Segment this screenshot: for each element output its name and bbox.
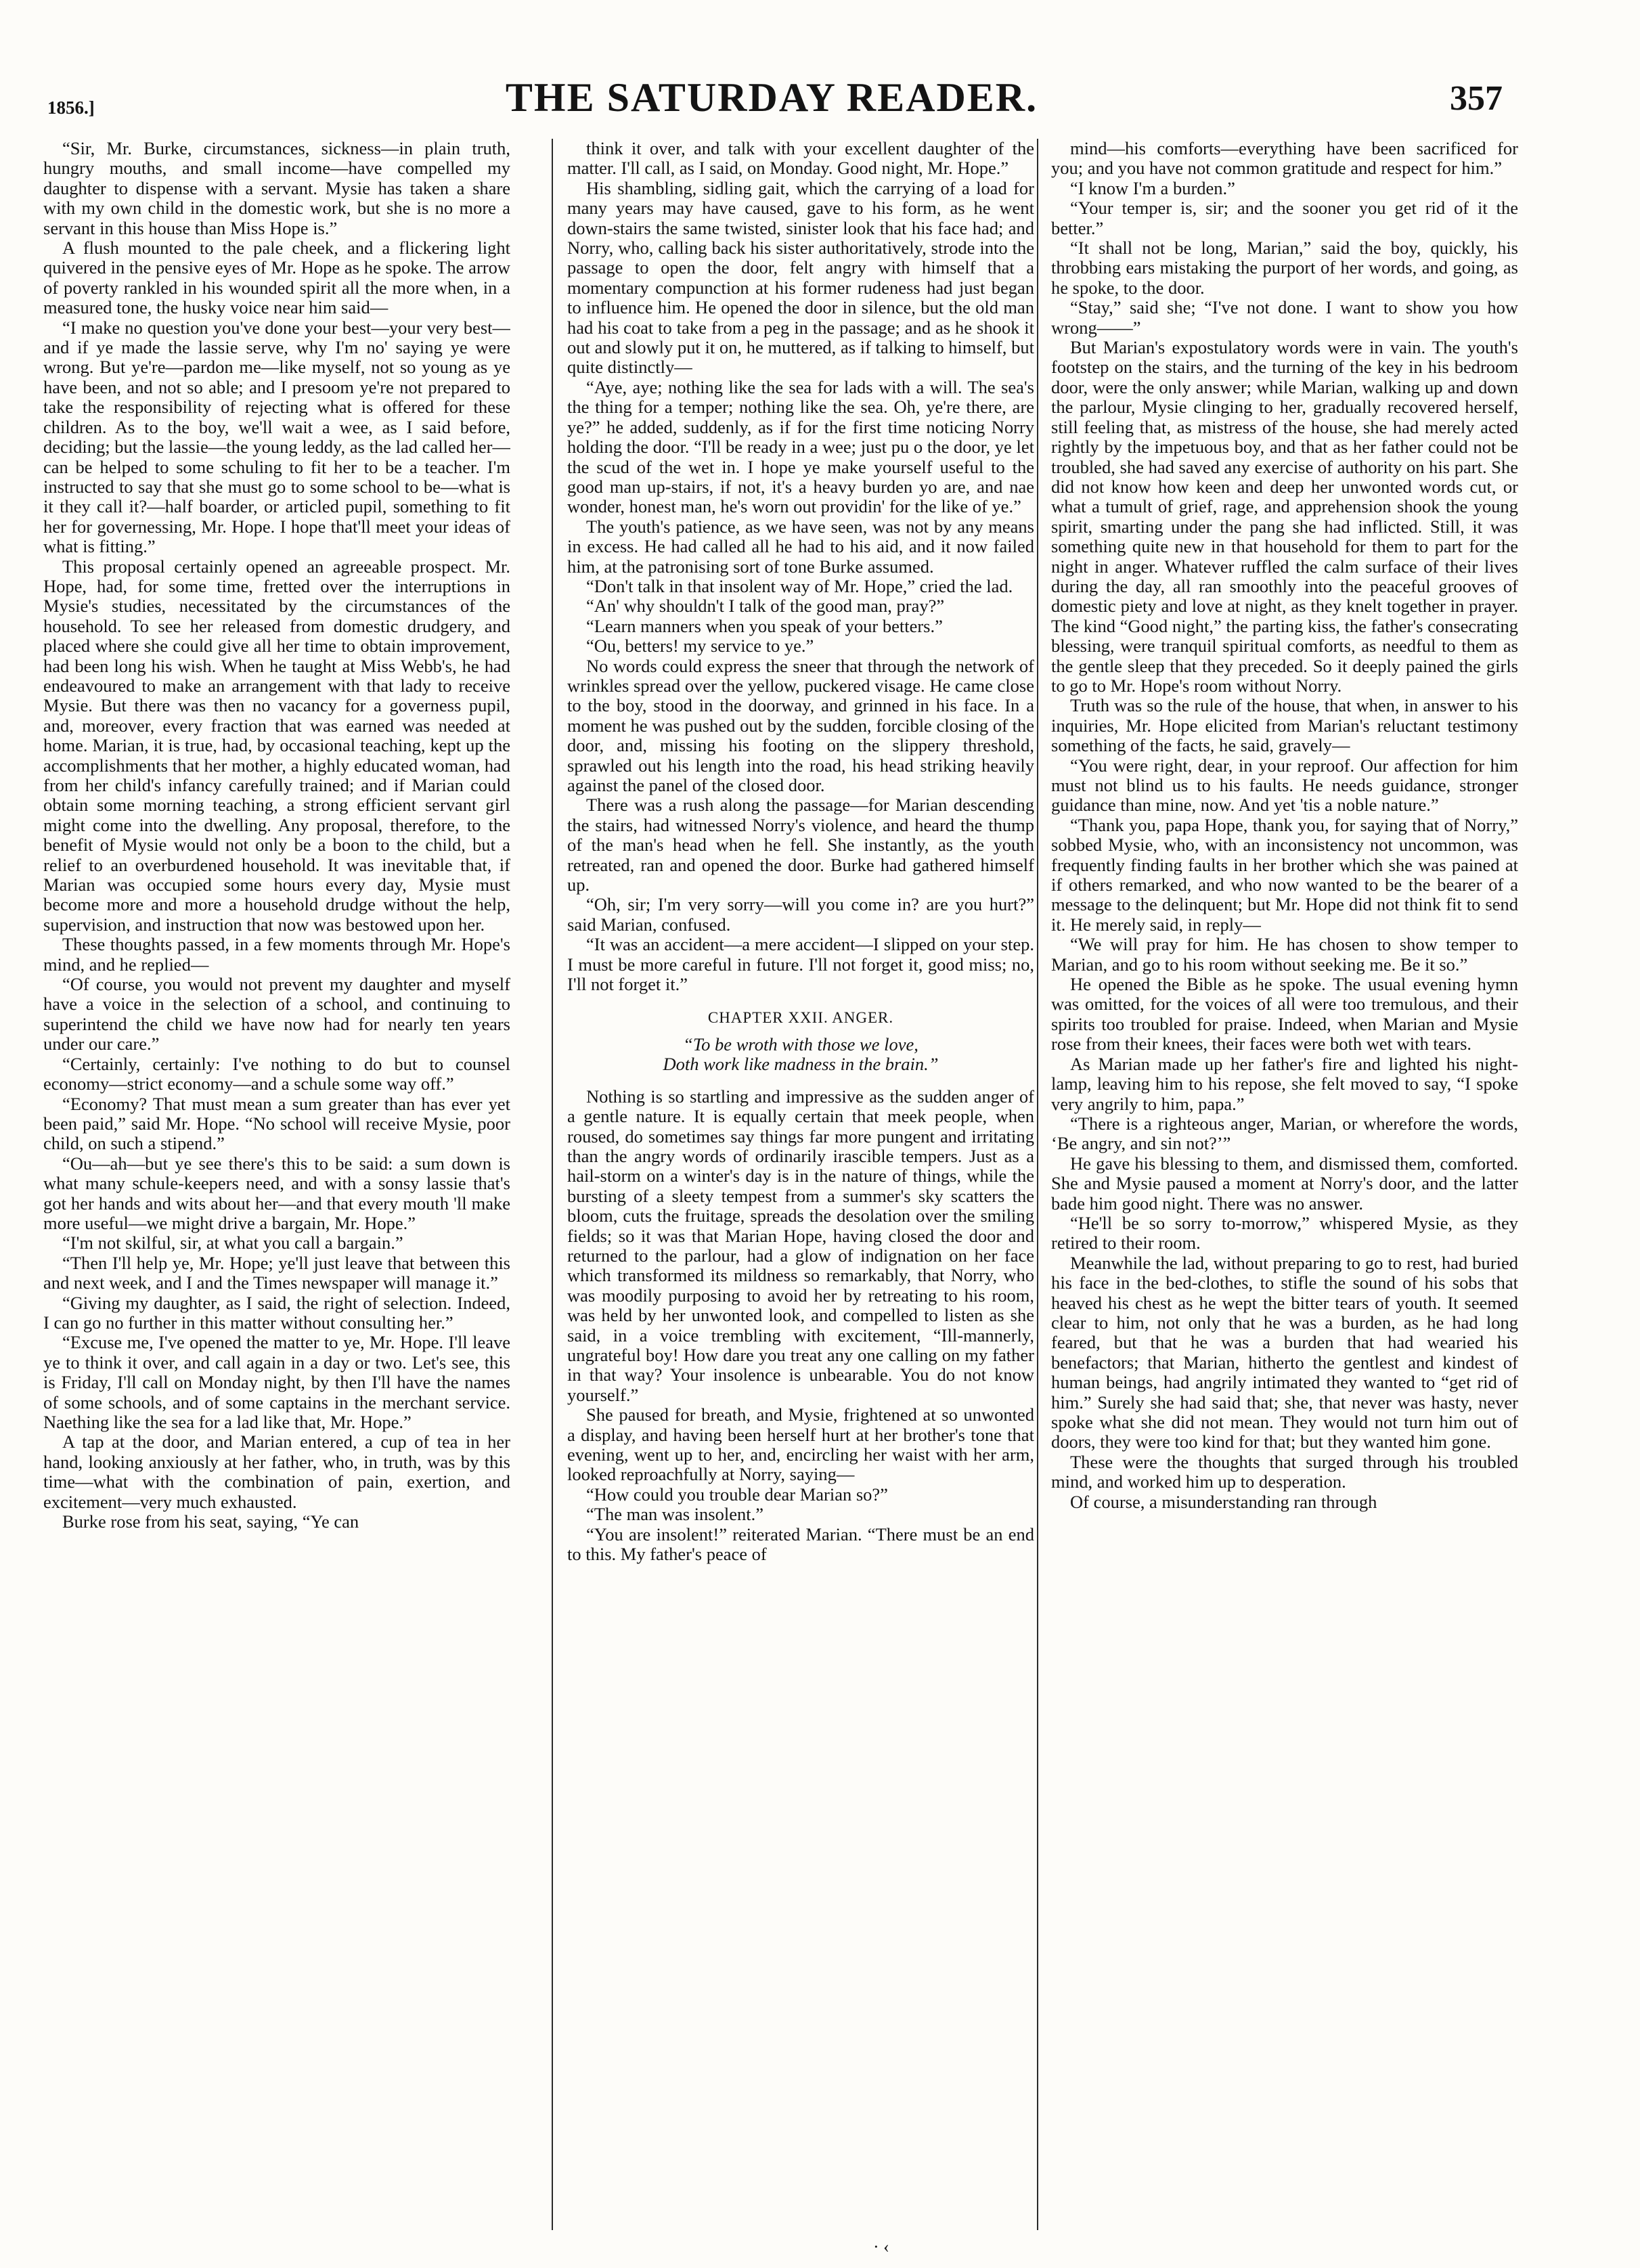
paragraph: This proposal certainly opened an agreeable prospect. Mr. Hope, had, for some time, fretted over the interruptions in Mysie's studies, necessitated by the circumstances of the household. To see her released from domestic drudgery, and placed where she could give all her time to obtain improvement, had been long his wish. When he taught at Miss Webb's, he had endeavoured to make an arrangement with that lady to receive Mysie. But there was then no vacancy for a governess pupil, and, moreover, every fraction that was earned was needed at home. Marian, it is true, had, by occasional teaching, kept up the accomplishments that her mother, a highly educated woman, had from her child's infancy carefully trained; and if Marian could obtain some morning teaching, a strong efficient servant girl might come into the dwelling. Any proposal, therefore, to the benefit of Mysie would not only be a boon to the child, but a relief to an overburdened household. It was inevitable that, if Marian was occupied some hours every day, Mysie must become more and more a household drudge without the help, supervision, and instruction that now was bestowed upon her.: [43, 556, 510, 935]
paragraph: “Sir, Mr. Burke, circumstances, sickness—in plain truth, hungry mouths, and small income—have compelled my daughter to dispense with a servant. Mysie has taken a share with my own child in the domestic work, but she is no more a servant in this house than Miss Hope is.”: [43, 139, 510, 238]
paragraph: “An' why shouldn't I talk of the good man, pray?”: [586, 596, 945, 617]
paragraph: “Aye, aye; nothing like the sea for lads with a will. The sea's the thing for a temper; nothing like the sea. Oh, ye're there, are ye?” he added, suddenly, as if for the first time noticing Norry holding the door. “I'll be ready in a wee; just pu o the door, ye let the scud of the wet in. I hope ye make yourself useful to the good man up-stairs, if not, it's a heavy burden yo are, and nae wonder, honest man, he's worn out providin' for the like of ye.”: [567, 376, 1034, 517]
column-1: [43, 139, 510, 2237]
paragraph: A flush mounted to the pale cheek, and a flickering light quivered in the pensive eyes of Mr. Hope as he spoke. The arrow of poverty rankled in his wounded spirit all the more when, in a measured tone, the husky voice near him said—: [43, 238, 510, 318]
paragraph: “The man was insolent.”: [586, 1504, 763, 1525]
paragraph: “Learn manners when you speak of your betters.”: [586, 615, 943, 636]
paragraph: Meanwhile the lad, without preparing to go to rest, had buried his face in the bed-clothes, to stifle the sound of his sobs that heaved his chest as he wept the bitter tears of youth. It seemed clear to him, not only that he was a burden, as he had long feared, but that he was a burden that had wearied his benefactors; that Marian, hitherto the gentlest and kindest of human beings, had angrily intimated they wanted to “get rid of him.” Surely she had said that; she, that never was hasty, never spoke what she did not mean. They would not turn him out of doors, they were too kind for that; but they wanted him gone.: [1051, 1252, 1518, 1452]
paragraph: “Oh, sir; I'm very sorry—will you come in? are you hurt?” said Marian, confused.: [567, 894, 1034, 935]
paragraph: “I'm not skilful, sir, at what you call a bargain.”: [62, 1232, 403, 1253]
header-page-number: 357: [1450, 79, 1503, 118]
epigraph: “To be wroth with those we love, Doth work like madness in the brain.”: [663, 1033, 939, 1075]
paragraph: “Then I'll help ye, Mr. Hope; ye'll just leave that between this and next week, and I and the Times newspaper will manage it.”: [43, 1252, 510, 1293]
paragraph: But Marian's expostulatory words were in vain. The youth's footstep on the stairs, and the turning of the key in his bedroom door, were the only answer; while Marian, walking up and down the parlour, Mysie clinging to her, gradually recovered herself, still feeling that, as mistress of the house, she had merely acted rightly by the impetuous boy, and that as her father could not be troubled, she had saved any exercise of authority on his part. She did not know how keen and deep her unwonted words cut, or what a tumult of grief, rage, and apprehension shook the young spirit, smarting under the pang she had inflicted. Still, it was something quite new in that household for them to part for the night in anger. Whatever ruffled the calm surface of their lives during the day, all ran smoothly into the peaceful grooves of domestic piety and love at night, as they knelt together in prayer. The kind “Good night,” the parting kiss, the father's consecrating blessing, were tranquil spiritual comforts, as needful to them as the gentle sleep that they preceded. So it deeply pained the girls to go to Mr. Hope's room without Norry.: [1051, 337, 1518, 696]
paragraph: “He'll be so sorry to-morrow,” whispered Mysie, as they retired to their room.: [1051, 1212, 1518, 1253]
paragraph: Truth was so the rule of the house, that when, in answer to his inquiries, Mr. Hope elicited from Marian's reluctant testimony something of the facts, he said, gravely—: [1051, 695, 1518, 756]
page-header: [41, 74, 1503, 129]
paragraph: Burke rose from his seat, saying, “Ye can: [62, 1511, 359, 1532]
paragraph: “Of course, you would not prevent my daughter and myself have a voice in the selection of a school, and continuing to superintend the child we have now had for nearly ten years under our care.”: [43, 974, 510, 1054]
paragraph: “There is a righteous anger, Marian, or wherefore the words, ‘Be angry, and sin not?’”: [1051, 1113, 1518, 1154]
paragraph: “Economy? That must mean a sum greater than has ever yet been paid,” said Mr. Hope. “No school will receive Mysie, poor child, on such a stipend.”: [43, 1093, 510, 1154]
paragraph: There was a rush along the passage—for Marian descending the stairs, had witnessed Norry's violence, and heard the thump of the man's head when he fell. She instantly, as the youth retreated, ran and opened the door. Burke had gathered himself up.: [567, 795, 1034, 895]
paragraph: “Your temper is, sir; and the sooner you get rid of it the better.”: [1051, 198, 1518, 238]
paragraph: “Ou, betters! my service to ye.”: [586, 636, 814, 657]
paragraph: “Excuse me, I've opened the matter to ye, Mr. Hope. I'll leave ye to think it over, and call again in a day or two. Let's see, this is Friday, I'll call on Monday night, by then I'll have the names of some schools, and of some captains in the merchant service. Naething like the sea for a lad like that, Mr. Hope.”: [43, 1332, 510, 1432]
column-2: [567, 139, 1034, 2237]
paragraph: These were the thoughts that surged through his troubled mind, and worked him up to desperation.: [1051, 1451, 1518, 1492]
paragraph: “How could you trouble dear Marian so?”: [586, 1484, 888, 1505]
paragraph: “It was an accident—a mere accident—I slipped on your step. I must be more careful in future. I'll not forget it, good miss; no, I'll not forget it.”: [567, 934, 1034, 995]
column-rule: [552, 139, 553, 2230]
paragraph: “Ou—ah—but ye see there's this to be said: a sum down is what many schule-keepers need, and with a sonsy lassie that's got her hands and wits about her—and that every mouth 'll make more useful—we might drive a bargain, Mr. Hope.”: [43, 1153, 510, 1233]
paragraph: “It shall not be long, Marian,” said the boy, quickly, his throbbing ears mistaking the purport of her words, and going, as he spoke, to the door.: [1051, 238, 1518, 298]
paragraph: A tap at the door, and Marian entered, a cup of tea in her hand, looking anxiously at her father, who, in truth, was by this time—what with the combination of pain, exertion, and excitement—very much exhausted.: [43, 1431, 510, 1512]
paragraph: “You are insolent!” reiterated Marian. “There must be an end to this. My father's peace of: [567, 1524, 1034, 1565]
paragraph: Of course, a misunderstanding ran through: [1070, 1491, 1377, 1512]
paragraph: His shambling, sidling gait, which the carrying of a load for many years may have caused, gave to his form, as he went down-stairs the same twisted, sinister look that his face had; and Norry, who, calling back his sister authoritatively, strode into the passage to open the door, felt angry with himself that a momentary compunction at his former rudeness had just began to influence him. He opened the door in silence, but the old man had his coat to take from a peg in the passage; and as he shook it out and slowly put it on, he muttered, as if talking to himself, but quite distinctly—: [567, 177, 1034, 378]
paragraph: “I make no question you've done your best—your very best—and if ye made the lassie serve, why I'm no' saying ye were wrong. But ye're—pardon me—like myself, not so young as ye have been, and not so able; and I presoom ye're not prepared to take the responsibility of rejecting what is offered for these children. As to the boy, we'll wait a wee, as I said before, deciding; but the lassie—the young leddy, as the lad called her—can be helped to some schuling to fit her to be a teacher. I'm instructed to say that she must go to some school to be—what is it they call it?—half boarder, or articled pupil, something to fit her for governessing, Mr. Hope. I hope that'll meet your ideas of what is fitting.”: [43, 317, 510, 557]
footer-mark: · ‹: [873, 2237, 889, 2256]
paragraph: “We will pray for him. He has chosen to show temper to Marian, and go to his room without seeking me. Be it so.”: [1051, 934, 1518, 975]
column-rule: [1037, 139, 1038, 2230]
paragraph: “Don't talk in that insolent way of Mr. Hope,” cried the lad.: [586, 575, 1013, 596]
paragraph: She paused for breath, and Mysie, frightened at so unwonted a display, and having been herself hurt at her brother's tone that evening, went up to her, and, encircling her waist with her arm, looked reproachfully at Norry, saying—: [567, 1404, 1034, 1485]
paragraph: “Stay,” said she; “I've not done. I want to show you how wrong——”: [1051, 297, 1518, 338]
header-year: 1856.]: [47, 97, 95, 118]
paragraph: He gave his blessing to them, and dismissed them, comforted. She and Mysie paused a moment at Norry's door, and the latter bade him good night. There was no answer.: [1051, 1153, 1518, 1214]
paragraph: “I know I'm a burden.”: [1070, 177, 1235, 198]
paragraph: “You were right, dear, in your reproof. Our affection for him must not blind us to his faults. He needs guidance, stronger guidance than mine, now. And yet 'tis a noble nature.”: [1051, 755, 1518, 816]
paragraph: “Certainly, certainly: I've nothing to do but to counsel economy—strict economy—and a schule some way off.”: [43, 1053, 510, 1094]
paragraph: No words could express the sneer that through the network of wrinkles spread over the yellow, puckered visage. He came close to the boy, stood in the doorway, and grinned in his face. In a moment he was pushed out by the sudden, forcible closing of the door, and, missing his footing on the slippery threshold, sprawled out his length into the road, his head striking heavily against the panel of the closed door.: [567, 655, 1034, 795]
paragraph: “Giving my daughter, as I said, the right of selection. Indeed, I can go no further in this matter without consulting her.”: [43, 1292, 510, 1333]
paragraph: He opened the Bible as he spoke. The usual evening hymn was omitted, for the voices of all were too tremulous, and their spirits too troubled for praise. Indeed, when Marian and Mysie rose from their knees, their faces were both wet with tears.: [1051, 974, 1518, 1054]
header-title: THE SATURDAY READER.: [505, 75, 1038, 120]
paragraph: think it over, and talk with your excellent daughter of the matter. I'll call, as I said, on Monday. Good night, Mr. Hope.”: [567, 139, 1034, 179]
paragraph: Nothing is so startling and impressive as the sudden anger of a gentle nature. It is equally certain that meek people, when roused, do sometimes say things far more pungent and irritating than the angry words of ordinarily irascible tempers. Just as a hail-storm on a winter's day is in the nature of things, while the bursting of a sleety tempest from a summer's sky scatters the bloom, cuts the fruitage, spreads the desolation over the smiling fields; so it was that Marian Hope, having closed the door and returned to the parlour, had a glow of indignation on her face which transformed its mildness so remarkably, that Norry, who was moodily purposing to avoid her by retreating to his room, was held by her unwonted look, and compelled to listen as she said, in a voice trembling with excitement, “Ill-mannerly, ungrateful boy! How dare you treat any one calling on my father in that way? Your insolence is unbearable. You do not know yourself.”: [567, 1086, 1034, 1405]
paragraph: These thoughts passed, in a few moments through Mr. Hope's mind, and he replied—: [43, 934, 510, 975]
column-3: [1051, 139, 1518, 2237]
paragraph: The youth's patience, as we have seen, was not by any means in excess. He had called all he had to his aid, and it now failed him, at the patronising sort of tone Burke assumed.: [567, 516, 1034, 577]
chapter-heading: CHAPTER XXII. ANGER.: [707, 1009, 894, 1027]
paragraph: mind—his comforts—everything have been sacrificed for you; and you have not common gratitude and respect for him.”: [1051, 139, 1518, 179]
paragraph: “Thank you, papa Hope, thank you, for saying that of Norry,” sobbed Mysie, who, with an inconsistency not uncommon, was frequently finding faults in her brother which she was pained at if others remarked, and who now wanted to be the bearer of a message to the delinquent; but Mr. Hope did not think fit to send it. He merely said, in reply—: [1051, 814, 1518, 935]
paragraph: As Marian made up her father's fire and lighted his night-lamp, leaving him to his repose, she felt moved to say, “I spoke very angrily to him, papa.”: [1051, 1053, 1518, 1114]
